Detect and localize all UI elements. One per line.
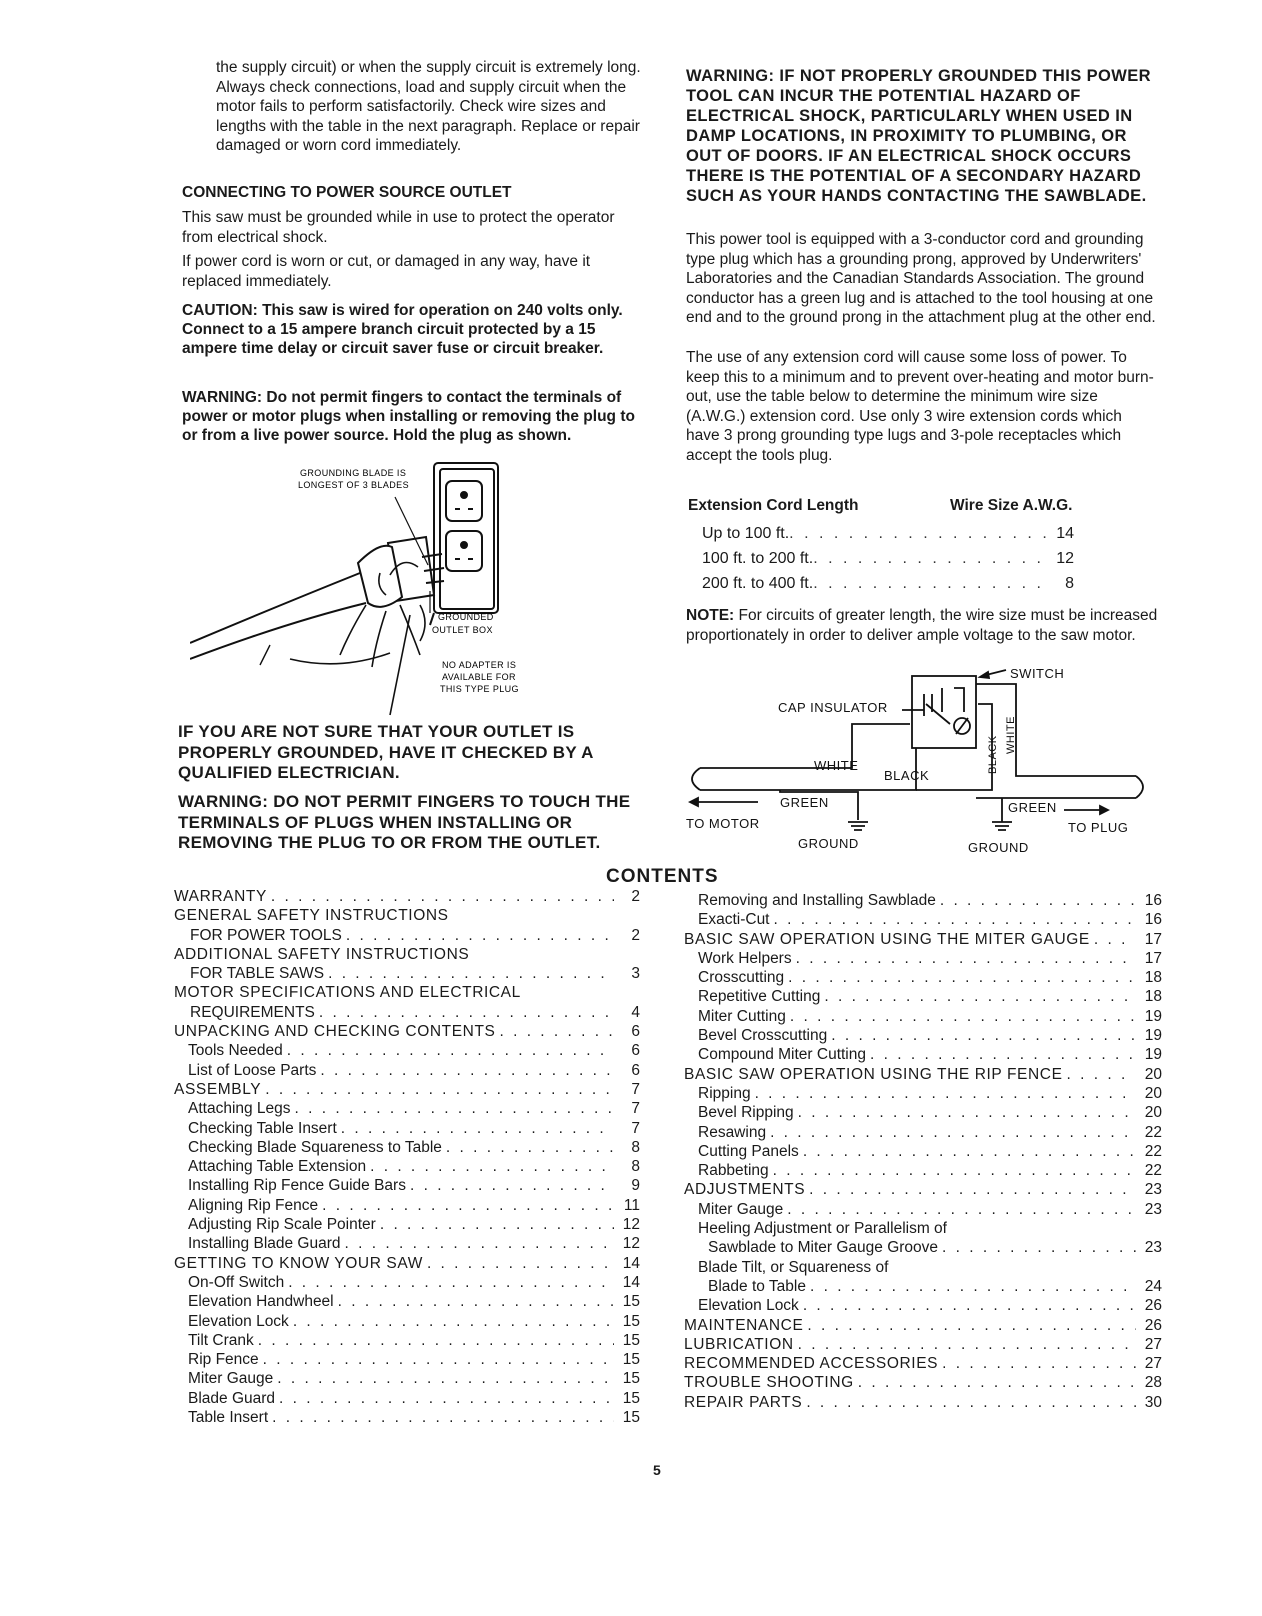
leader-dots [788, 968, 1136, 987]
note-paragraph [686, 606, 1158, 645]
toc-entry-page: 18 [1144, 969, 1162, 987]
toc-entry-page: 20 [1144, 1104, 1162, 1122]
toc-entry-label: Adjusting Rip Scale Pointer [188, 1216, 376, 1234]
toc-entry [684, 1007, 1162, 1026]
toc-entry-label: Resawing [698, 1123, 767, 1141]
leader-dots [338, 1292, 614, 1311]
toc-entry [174, 906, 640, 925]
toc-entry-page: 18 [1144, 988, 1162, 1006]
label-green-left: GREEN [780, 795, 829, 810]
toc-entry-page: 26 [1144, 1316, 1162, 1334]
toc-entry [684, 1277, 1162, 1296]
toc-entry-page: 11 [623, 1196, 640, 1214]
not-sure-warning: IF YOU ARE NOT SURE THAT YOUR OUTLET IS PROPERLY GROUNDED, HAVE IT CHECKED BY A QUALIFIED ELECTRICIAN. [178, 722, 594, 782]
leader-dots [824, 987, 1136, 1006]
leader-dots [279, 1389, 614, 1408]
toc-entry-page: 8 [631, 1138, 640, 1156]
toc-entry [174, 1176, 640, 1195]
toc-entry-page: 7 [631, 1080, 640, 1098]
row-size: 14 [1056, 525, 1074, 542]
toc-entry [174, 1292, 640, 1311]
label-to-plug: TO PLUG [1068, 820, 1129, 835]
label-ground-left: GROUND [798, 836, 859, 851]
toc-entry [684, 1335, 1162, 1354]
toc-entry-label: Blade Tilt, or Squareness of [698, 1258, 889, 1276]
toc-entry-page: 24 [1144, 1277, 1162, 1295]
leader-dots [858, 1373, 1136, 1392]
warning-paragraph [182, 388, 642, 445]
row-length: 200 ft. to 400 ft. [702, 575, 814, 592]
toc-entry-label: Sawblade to Miter Gauge Groove [708, 1239, 939, 1257]
toc-entry [174, 1099, 640, 1118]
row-length: Up to 100 ft. [702, 525, 790, 542]
label-adapter-line-1: NO ADAPTER IS [442, 660, 517, 670]
toc-entry-label: FOR POWER TOOLS [190, 926, 342, 944]
toc-entry-label: Checking Blade Squareness to Table [188, 1138, 442, 1156]
leader-dots [806, 1393, 1136, 1412]
toc-entry-label: RECOMMENDED ACCESSORIES [684, 1355, 939, 1373]
plug-body [358, 537, 444, 607]
toc-entry-label: Table Insert [188, 1409, 269, 1427]
toc-entry-label: Installing Rip Fence Guide Bars [188, 1177, 406, 1195]
ground-symbol-left [848, 814, 868, 830]
leader-dots [774, 910, 1137, 929]
label-black-mid: BLACK [884, 768, 930, 783]
leader-dots [322, 1196, 614, 1215]
leader-dots [345, 1234, 614, 1253]
leader-dots [380, 1215, 614, 1234]
toc-entry-label: GENERAL SAFETY INSTRUCTIONS [174, 907, 449, 925]
toc-right-column [684, 891, 1162, 1412]
toc-left-column [174, 887, 640, 1427]
leader-dots [940, 891, 1136, 910]
toc-entry-page: 14 [622, 1273, 640, 1291]
toc-entry-label: Removing and Installing Sawblade [698, 892, 936, 909]
toc-entry-page: 27 [1144, 1355, 1162, 1373]
label-cap-insulator: CAP INSULATOR [778, 700, 888, 715]
white-wire [700, 724, 910, 768]
table-header [688, 496, 1088, 516]
toc-entry-page: 15 [622, 1293, 640, 1311]
toc-entry-label: Compound Miter Cutting [698, 1046, 866, 1064]
toc-entry-page: 19 [1144, 1027, 1162, 1045]
toc-entry-label: Tools Needed [188, 1042, 283, 1060]
warning-text: Do not permit fingers to contact the terminals of power or motor plugs when installing or removing the plug to or from a live power source. Hold the plug as shown. [182, 389, 635, 444]
toc-entry [174, 1061, 640, 1080]
toc-entry [684, 910, 1162, 929]
leader-dots [328, 964, 614, 983]
toc-entry-label: FOR TABLE SAWS [190, 965, 325, 983]
toc-entry-label: Miter Gauge [188, 1370, 274, 1388]
toc-entry-label: Miter Gauge [698, 1200, 784, 1218]
toc-entry [174, 887, 640, 906]
leader-dots [773, 1161, 1136, 1180]
leader-dots [287, 1041, 614, 1060]
col-wire-header: Wire Size A.W.G. [950, 497, 1073, 514]
cord-equipped-paragraph: This power tool is equipped with a 3-conductor cord and grounding type plug which has a grounding prong, approved by Underwriters' Laboratories and the Canadian Standards Association. The ground conductor has a green lug and is attached to the tool housing at one end and to the ground prong in the attachment plug at the other end. [686, 231, 1156, 326]
right-cord-end [1136, 776, 1143, 798]
toc-entry-page: 6 [631, 1061, 640, 1079]
leader-dots [813, 571, 1050, 596]
leader-dots [803, 1142, 1136, 1161]
toc-entry-label: Elevation Handwheel [188, 1293, 334, 1311]
toc-entry [174, 1389, 640, 1408]
toc-entry [174, 1080, 640, 1099]
leader-dots [789, 521, 1050, 546]
toc-entry-page: 22 [1144, 1142, 1162, 1160]
left-cord-end [692, 768, 700, 790]
table-row [702, 546, 1074, 571]
leader-dots [798, 1103, 1136, 1122]
toc-entry-label: Ripping [698, 1084, 751, 1102]
label-ground-right: GROUND [968, 840, 1029, 855]
toc-entry-label: BASIC SAW OPERATION USING THE MITER GAUGE [684, 930, 1090, 948]
row-size: 12 [1056, 550, 1074, 567]
toc-entry [174, 1196, 640, 1215]
toc-entry-label: LUBRICATION [684, 1335, 794, 1353]
toc-entry [684, 1103, 1162, 1122]
label-blade-line-1: GROUNDING BLADE IS [300, 468, 407, 478]
switch-box [912, 676, 976, 748]
toc-entry [174, 1041, 640, 1060]
toc-entry-page: 6 [631, 1042, 640, 1060]
leader-dots [295, 1099, 614, 1118]
label-white-left: WHITE [814, 758, 859, 773]
toc-entry [684, 1026, 1162, 1045]
table-row [702, 571, 1074, 596]
toc-entry-page: 23 [1144, 1181, 1162, 1199]
toc-entry [684, 1161, 1162, 1180]
leader-dots [346, 926, 614, 945]
toc-entry-label: WARRANTY [174, 888, 267, 905]
leader-dots [803, 1296, 1136, 1315]
power-cord [190, 573, 366, 659]
toc-entry-label: Elevation Lock [698, 1297, 799, 1315]
toc-entry-page: 15 [622, 1389, 640, 1407]
toc-entry-page: 15 [622, 1351, 640, 1369]
leader-dots [272, 1408, 614, 1427]
row-size: 8 [1065, 575, 1074, 592]
toc-entry-label: Work Helpers [698, 949, 792, 967]
leader-dots [427, 1254, 614, 1273]
toc-entry-page: 12 [622, 1235, 640, 1253]
toc-entry-page: 15 [622, 1312, 640, 1330]
toc-entry-label: Bevel Ripping [698, 1104, 794, 1122]
leader-dots [755, 1084, 1136, 1103]
toc-entry-label: GETTING TO KNOW YOUR SAW [174, 1254, 423, 1272]
leader-dots [410, 1176, 614, 1195]
leader-dots [807, 1316, 1136, 1335]
toc-entry-page: 7 [631, 1119, 640, 1137]
toc-entry-page: 12 [622, 1216, 640, 1234]
toc-entry-label: Installing Blade Guard [188, 1235, 341, 1253]
toc-entry-page: 28 [1144, 1374, 1162, 1392]
toc-entry-label: Checking Table Insert [188, 1119, 337, 1137]
leader-dots [499, 1022, 614, 1041]
row-length: 100 ft. to 200 ft. [702, 550, 814, 567]
leader-dots [942, 1354, 1136, 1373]
toc-entry-label: Miter Cutting [698, 1007, 786, 1025]
section-heading: CONNECTING TO POWER SOURCE OUTLET [182, 184, 512, 201]
leader-dots [370, 1157, 614, 1176]
toc-entry-page: 8 [631, 1158, 640, 1176]
label-outlet-line-1: GROUNDED [438, 612, 494, 622]
toc-entry [684, 1142, 1162, 1161]
toc-entry [684, 987, 1162, 1006]
toc-entry [684, 1393, 1162, 1412]
toc-entry [174, 1312, 640, 1331]
caution-label: CAUTION: [182, 302, 258, 319]
toc-entry-page: 9 [631, 1177, 640, 1195]
leader-dots [942, 1238, 1136, 1257]
toc-entry [174, 1408, 640, 1427]
toc-entry-label: ADJUSTMENTS [684, 1181, 806, 1199]
toc-entry-label: Cutting Panels [698, 1142, 799, 1160]
toc-entry [684, 1316, 1162, 1335]
toc-entry [174, 1273, 640, 1292]
leader-dots [770, 1123, 1136, 1142]
toc-entry-label: MAINTENANCE [684, 1316, 804, 1334]
toc-entry-page: 15 [622, 1331, 640, 1349]
toc-entry-page: 17 [1144, 930, 1162, 948]
toc-entry-page: 2 [631, 888, 640, 905]
extension-cord-table [688, 496, 1088, 596]
toc-entry-page: 16 [1144, 911, 1162, 929]
toc-entry-page: 3 [631, 965, 640, 983]
toc-entry-label: Rabbeting [698, 1162, 769, 1180]
toc-entry [174, 945, 640, 964]
toc-entry-label: REPAIR PARTS [684, 1393, 803, 1411]
leader-dots [787, 1200, 1136, 1219]
contents-title: CONTENTS [606, 866, 719, 887]
toc-entry-label: MOTOR SPECIFICATIONS AND ELECTRICAL [174, 984, 521, 1002]
toc-entry [174, 1215, 640, 1234]
toc-entry-label: TROUBLE SHOOTING [684, 1374, 854, 1392]
toc-entry [684, 891, 1162, 910]
label-outlet-line-2: OUTLET BOX [432, 625, 493, 635]
ground-warning: WARNING: IF NOT PROPERLY GROUNDED THIS POWER TOOL CAN INCUR THE POTENTIAL HAZARD OF ELECTRICAL SHOCK, PARTICULARLY WHEN USED IN DAMP LOCATIONS, IN PROXIMITY TO PLUMBING, OR OUT OF DOORS. IF AN ELECTRICAL SHOCK OCCURS THERE IS THE POTENTIAL OF A SECONDARY HAZARD SUCH AS YOUR HANDS CONTACTING THE SAWBLADE. [686, 67, 1151, 205]
toc-entry-page: 23 [1144, 1200, 1162, 1218]
toc-entry-label: UNPACKING AND CHECKING CONTENTS [174, 1023, 496, 1041]
warning-label: WARNING: [182, 389, 263, 406]
leader-dots [341, 1119, 614, 1138]
toc-entry-page: 20 [1144, 1084, 1162, 1102]
toc-entry-page: 20 [1144, 1065, 1162, 1083]
toc-entry-label: Attaching Table Extension [188, 1158, 367, 1176]
toc-entry [174, 1022, 640, 1041]
toc-entry-page: 6 [631, 1023, 640, 1041]
toc-entry-label: Blade to Table [708, 1277, 806, 1295]
leader-dots [790, 1007, 1136, 1026]
table-row [702, 521, 1074, 546]
toc-entry-page: 19 [1144, 1046, 1162, 1064]
toc-entry-label: REQUIREMENTS [190, 1003, 315, 1021]
toc-entry [684, 1065, 1162, 1084]
leader-dots [813, 546, 1050, 571]
toc-entry [684, 1373, 1162, 1392]
toc-entry [174, 983, 640, 1002]
toc-entry-page: 27 [1144, 1335, 1162, 1353]
toc-entry-page: 7 [631, 1100, 640, 1118]
caution-paragraph [182, 301, 642, 358]
page-number: 5 [653, 1462, 661, 1478]
leader-dots [1094, 930, 1136, 949]
label-adapter-line-2: AVAILABLE FOR [442, 672, 516, 682]
toc-entry [684, 1180, 1162, 1199]
leader-dots [809, 1180, 1136, 1199]
leader-dots [258, 1331, 614, 1350]
caution-text: This saw is wired for operation on 240 volts only. Connect to a 15 ampere branch circuit protected by a 15 ampere time delay or circuit saver fuse or circuit breaker. [182, 302, 623, 357]
leader-dots [288, 1273, 614, 1292]
leader-dots [796, 949, 1136, 968]
toc-entry [684, 949, 1162, 968]
toc-entry-label: Elevation Lock [188, 1312, 289, 1330]
leader-dots [265, 1080, 614, 1099]
toc-entry [684, 968, 1162, 987]
leader-dots [1067, 1065, 1136, 1084]
toc-entry-label: On-Off Switch [188, 1273, 285, 1291]
leader-dots [870, 1045, 1136, 1064]
toc-entry [174, 964, 640, 983]
toc-entry [684, 1200, 1162, 1219]
toc-entry-label: Rip Fence [188, 1351, 259, 1369]
leader-dots [831, 1026, 1136, 1045]
toc-entry [174, 1234, 640, 1253]
label-black-vert: BLACK [987, 735, 999, 774]
wiring-diagram [680, 664, 1160, 860]
toc-entry [684, 1084, 1162, 1103]
leader-dots [277, 1369, 614, 1388]
cord-paragraph: If power cord is worn or cut, or damaged in any way, have it replaced immediately. [182, 253, 591, 290]
toc-entry-page: 22 [1144, 1123, 1162, 1141]
toc-entry [174, 1350, 640, 1369]
fingers-warning: WARNING: DO NOT PERMIT FINGERS TO TOUCH THE TERMINALS OF PLUGS WHEN INSTALLING OR REMOVING THE PLUG TO OR FROM THE OUTLET. [178, 792, 631, 852]
toc-entry [174, 926, 640, 945]
toc-entry [684, 1045, 1162, 1064]
toc-entry [174, 1254, 640, 1273]
toc-entry-label: ADDITIONAL SAFETY INSTRUCTIONS [174, 945, 470, 963]
toc-entry [174, 1157, 640, 1176]
toc-entry-label: Crosscutting [698, 969, 785, 987]
toc-entry-page: 15 [622, 1409, 640, 1427]
label-white-vert: WHITE [1005, 716, 1017, 754]
label-green-right: GREEN [1008, 800, 1057, 815]
leader-dots [810, 1277, 1136, 1296]
toc-entry [684, 1296, 1162, 1315]
label-blade-line-2: LONGEST OF 3 BLADES [298, 480, 409, 490]
toc-entry-page: 30 [1144, 1393, 1162, 1411]
intro-paragraph: the supply circuit) or when the supply circuit is extremely long. Always check connections, load and supply circuit when the motor fails to perform satisfactorily. Check wire sizes and lengths with the table in the next paragraph. Replace or repair damaged or worn cord immediately. [216, 59, 641, 154]
extension-paragraph: The use of any extension cord will cause some loss of power. To keep this to a minimum and to prevent over-heating and motor burn-out, use the table below to determine the minimum wire size (A.W.G.) extension cord. Use only 3 wire extension cords which have 3 prong grounding type lugs and 3-pole receptacles which accept the tools plug. [686, 349, 1154, 464]
plug-illustration [190, 455, 550, 717]
leader-dots [263, 1350, 614, 1369]
col-length-header: Extension Cord Length [688, 497, 859, 514]
toc-entry-label: ASSEMBLY [174, 1080, 262, 1098]
toc-entry-label: Bevel Crosscutting [698, 1027, 828, 1045]
toc-entry [174, 1369, 640, 1388]
toc-entry [684, 1238, 1162, 1257]
toc-entry [684, 1354, 1162, 1373]
leader-dots [271, 887, 614, 906]
leader-dots [293, 1312, 614, 1331]
toc-entry [174, 1138, 640, 1157]
toc-entry-label: Repetitive Cutting [698, 988, 821, 1006]
toc-entry-page: 4 [631, 1003, 640, 1021]
note-label: NOTE: [686, 607, 735, 624]
toc-entry-page: 16 [1144, 892, 1162, 909]
toc-entry [684, 1219, 1162, 1238]
toc-entry-page: 19 [1144, 1007, 1162, 1025]
outlet-box [430, 463, 498, 625]
toc-entry-label: Aligning Rip Fence [188, 1196, 319, 1214]
toc-entry-label: Tilt Crank [188, 1331, 254, 1349]
toc-entry-page: 2 [631, 926, 640, 944]
toc-entry-label: Blade Guard [188, 1389, 276, 1407]
toc-entry-label: Exacti-Cut [698, 911, 770, 929]
toc-entry [684, 1258, 1162, 1277]
toc-entry [684, 1123, 1162, 1142]
toc-entry-page: 15 [622, 1370, 640, 1388]
label-adapter-line-3: THIS TYPE PLUG [440, 684, 519, 694]
leader-dots [446, 1138, 614, 1157]
table-body [688, 521, 1074, 596]
toc-entry-label: List of Loose Parts [188, 1061, 317, 1079]
leader-dots [798, 1335, 1136, 1354]
toc-entry-page: 22 [1144, 1162, 1162, 1180]
grounded-paragraph: This saw must be grounded while in use to protect the operator from electrical shock. [182, 209, 615, 246]
label-switch: SWITCH [1010, 666, 1065, 681]
toc-entry [684, 930, 1162, 949]
toc-entry-label: Heeling Adjustment or Parallelism of [698, 1220, 947, 1238]
leader-dots [320, 1061, 614, 1080]
note-text: For circuits of greater length, the wire size must be increased proportionately in order to deliver ample voltage to the saw motor. [686, 607, 1158, 644]
toc-entry [174, 1003, 640, 1022]
toc-entry-page: 14 [622, 1254, 640, 1272]
toc-entry-label: Attaching Legs [188, 1100, 291, 1118]
toc-entry-page: 26 [1144, 1297, 1162, 1315]
toc-entry-label: BASIC SAW OPERATION USING THE RIP FENCE [684, 1065, 1063, 1083]
toc-entry-page: 23 [1144, 1239, 1162, 1257]
toc-entry-page: 17 [1144, 949, 1162, 967]
toc-entry [174, 1331, 640, 1350]
leader-dots [319, 1003, 614, 1022]
label-to-motor: TO MOTOR [686, 816, 760, 831]
toc-entry [174, 1119, 640, 1138]
